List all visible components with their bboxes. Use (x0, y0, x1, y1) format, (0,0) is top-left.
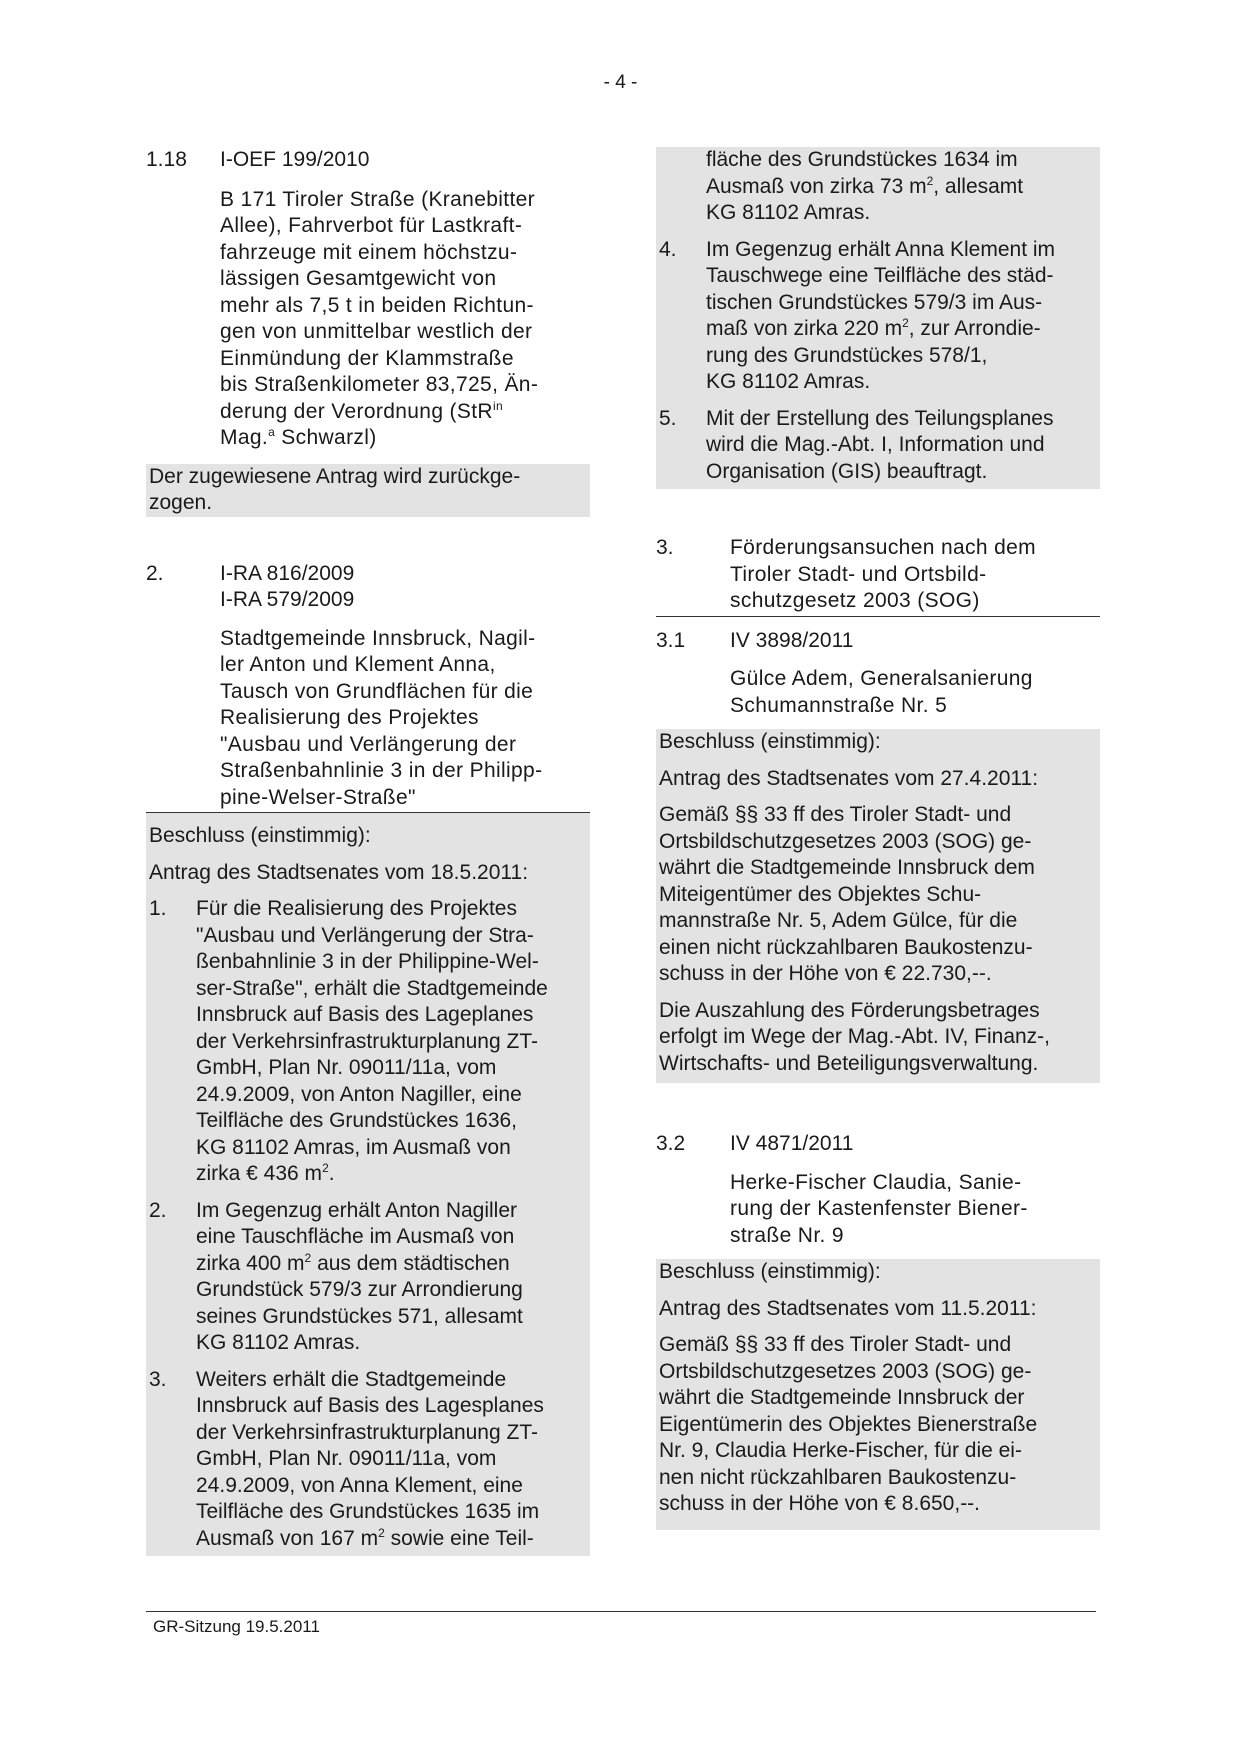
payout-text: Die Auszahlung des Förderungsbetrages erfolgt im Wege der Mag.-Abt. IV, Finanz-, Wirtschafts- und Beteiligungsverwaltung. (659, 998, 1051, 1075)
decision-block (656, 729, 1100, 1083)
motion-line: Antrag des Stadtsenates vom 11.5.2011: (659, 1296, 1037, 1320)
item-title: Stadtgemeinde Innsbruck, Nagil- ler Anton und Klement Anna, Tausch von Grundflächen für die Realisierung des Projektes "Ausbau und Verlängerung der Straßenbahnlinie 3 in der Philipp- pine-Welser-Straße" (146, 626, 590, 814)
section-number: 3. (656, 536, 674, 559)
decision-label: Beschluss (einstimmig): (149, 824, 371, 847)
right-column (656, 147, 1100, 1530)
motion-line: Antrag des Stadtsenates vom 18.5.2011: (149, 860, 529, 884)
decision-point-4: 4. Im Gegenzug erhält Anna Klement im Tauschwege eine Teilfläche des städ- tischen Grundstückes 579/3 im Aus- maß von zirka 220 $m^2$, zur Arrondie- rung des Grundstückes 578/1, KG 81102 Amras. (659, 237, 1056, 393)
agenda-item-3-1 (656, 628, 1100, 1084)
decision-block (146, 813, 590, 1556)
decision-block-continued (656, 147, 1100, 489)
agenda-item-1-18 (146, 147, 590, 517)
item-number: 1.18 (146, 148, 187, 171)
motion-line: Antrag des Stadtsenates vom 27.4.2011: (659, 766, 1039, 790)
withdrawal-note: Der zugewiesene Antrag wird zurückge- zogen. (146, 464, 590, 517)
item-reference: IV 3898/2011 (730, 628, 854, 652)
section-3-heading (656, 535, 1100, 617)
footer-divider (146, 1611, 1096, 1612)
item-number: 2. (146, 561, 164, 585)
item-references: I-RA 816/2009 I-RA 579/2009 (220, 561, 355, 611)
decision-point-3-continued: fläche des Grundstückes 1634 im Ausmaß von zirka 73 $m^2$, allesamt KG 81102 Amras. (706, 148, 1024, 224)
page-number: - 4 - (603, 72, 638, 93)
item-reference: I-OEF 199/2010 (220, 148, 370, 171)
decision-point-5: 5. Mit der Erstellung des Teilungsplanes wird die Mag.-Abt. I, Information und Organisation (GIS) beauftragt. (659, 406, 1054, 483)
item-title: Gülce Adem, Generalsanierung Schumannstraße Nr. 5 (730, 667, 1033, 717)
section-title: Förderungsansuchen nach dem Tiroler Stadt- und Ortsbild- schutzgesetz 2003 (SOG) (730, 536, 1036, 612)
decision-label: Beschluss (einstimmig): (659, 1260, 881, 1283)
decision-point-2: 2. Im Gegenzug erhält Anton Nagiller eine Tauschfläche im Ausmaß von zirka 400 $m^2$ aus dem städtischen Grundstück 579/3 zur Arrondierung seines Grundstückes 571, allesamt KG 81102 Amras. (149, 1198, 523, 1354)
item-reference: IV 4871/2011 (730, 1132, 854, 1155)
decision-point-3: 3. Weiters erhält die Stadtgemeinde Innsbruck auf Basis des Lagesplanes der Verkehrsinfrastrukturplanung ZT- GmbH, Plan Nr. 09011/11a, vom 24.9.2009, von Anna Klement, eine Teilfläche des Grundstückes 1635 im Ausmaß von 167 $m^2$ sowie eine Teil- (149, 1367, 544, 1550)
footer-text: GR-Sitzung 19.5.2011 (153, 1617, 320, 1636)
item-title: Herke-Fischer Claudia, Sanie- rung der Kastenfenster Biener- straße Nr. 9 (730, 1170, 1028, 1247)
item-title: B 171 Tiroler Straße (Kranebitter Allee), Fahrverbot für Lastkraft- fahrzeuge mit einem höchstzu- lässigen Gesamtgewicht von mehr als 7,5 t in beiden Richtun- gen von unmittelbar westlich der Einmündung der Klammstraße bis Straßenkilometer 83,725, Än- derung der Verordnung (StR$^{in}$ Mag.$^a$ Schwarzl) (220, 187, 539, 449)
item-number: 3.1 (656, 628, 686, 652)
agenda-item-3-2 (656, 1131, 1100, 1530)
decision-point-1: 1. Für die Realisierung des Projektes "Ausbau und Verlängerung der Stra- ßenbahnlinie 3 in der Philippine-Wel- ser-Straße", erhält die Stadtgemeinde Innsbruck auf Basis des Lageplanes der Verkehrsinfrastrukturplanung ZT- GmbH, Plan Nr. 09011/11a, vom 24.9.2009, von Anton Nagiller, eine Teilfläche des Grundstückes 1636, KG 81102 Amras, im Ausmaß von zirka € 436 $m^2$. (149, 897, 548, 1185)
decision-label: Beschluss (einstimmig): (659, 730, 881, 753)
decision-text: Gemäß §§ 33 ff des Tiroler Stadt- und Ortsbildschutzgesetzes 2003 (SOG) ge- währt die Stadtgemeinde Innsbruck dem Miteigentümer des Objektes Schu- mannstraße Nr. 5, Adem Gülce, für die einen nicht rückzahlbaren Baukostenzu- schuss in der Höhe von € 22.730,--. (659, 803, 1035, 985)
decision-block (656, 1259, 1100, 1530)
left-column (146, 147, 590, 1556)
decision-text: Gemäß §§ 33 ff des Tiroler Stadt- und Ortsbildschutzgesetzes 2003 (SOG) ge- währt die Stadtgemeinde Innsbruck der Eigentümerin des Objektes Bienerstraße Nr. 9, Claudia Herke-Fischer, für die ei- nen nicht rückzahlbaren Baukostenzu- schuss in der Höhe von € 8.650,--. (659, 1333, 1038, 1515)
agenda-item-2 (146, 561, 590, 1557)
item-number: 3.2 (656, 1132, 686, 1155)
